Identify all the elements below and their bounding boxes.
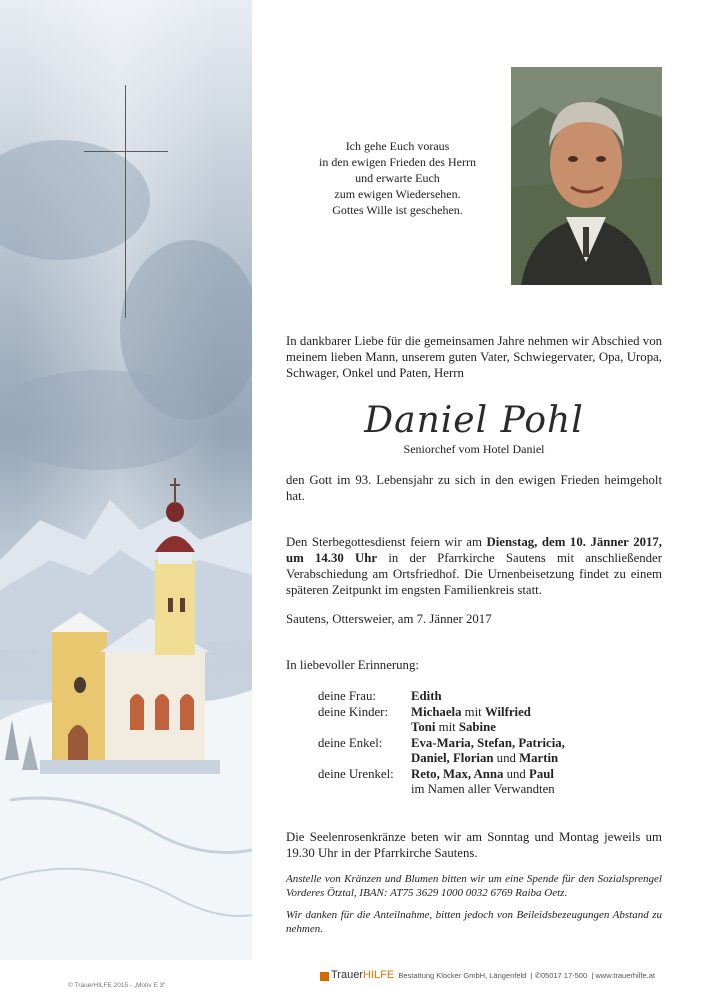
watercolor-church-painting [0, 0, 252, 960]
thanks-note: Wir danken für die Anteilnahme, bitten jedoch von Beileidsbezeugungen Abstand zu nehmen. [286, 909, 662, 935]
donation-note: Anstelle von Kränzen und Blumen bitten wir um eine Spende für den Sozialsprengel Vorderes Ötztal, IBAN: AT75 3629 1000 0032 6769 Raiba Oetz. [286, 873, 662, 899]
family-row-children [318, 705, 565, 721]
family-names: Toni mit Sabine [411, 720, 496, 734]
portrait-photo [511, 67, 662, 285]
family-row-grandchildren-2 [318, 751, 565, 767]
poem [300, 138, 495, 218]
footer-company: Bestattung Klocker GmbH, Längenfeld [398, 971, 527, 980]
family-label: deine Enkel: [318, 735, 383, 750]
footer-web[interactable]: www.trauerhilfe.at [595, 971, 655, 980]
memory-heading: In liebevoller Erinnerung: [286, 658, 419, 672]
footer: TrauerHILFE Bestattung Klocker GmbH, Längenfeld | ✆05017 17-500 | www.trauerhilfe.at [320, 969, 655, 981]
cross-icon [125, 85, 126, 318]
family-names: Reto, Max, Anna und Paul [411, 766, 554, 781]
intro-text: In dankbarer Liebe für die gemeinsamen Jahre nehmen wir Abschied von meinem lieben Mann, unserem guten Vater, Schwiegervater, Opa, Uropa, Schwager, Onkel und Paten, Herrn [286, 334, 662, 380]
poem-line: in den ewigen Frieden des Herrn [319, 155, 476, 169]
family-row-children-2 [318, 720, 565, 736]
family-row-wife [318, 689, 565, 705]
deceased-name: Daniel Pohl [364, 400, 584, 441]
death-text: den Gott im 93. Lebensjahr zu sich in den ewigen Frieden heimgeholt hat. [286, 473, 662, 503]
family-names: Edith [411, 689, 442, 703]
family-row-relatives [318, 782, 565, 798]
poem-line: Ich gehe Euch voraus [345, 139, 450, 153]
service-text-after: in der Pfarrkirche Sautens mit anschließender Verabschiedung am Ortsfriedhof. Die Urnenbeisetzung findet zu einem späteren Zeitpunkt im engsten Familienkreis statt. [286, 551, 662, 597]
poem-line: und erwarte Euch [355, 171, 440, 185]
place-date: Sautens, Ottersweier, am 7. Jänner 2017 [286, 612, 492, 626]
family-list [318, 689, 565, 798]
poem-line: Gottes Wille ist geschehen. [332, 203, 463, 217]
family-names: Eva-Maria, Stefan, Patricia, [411, 735, 565, 750]
phone-icon: ✆ [534, 971, 541, 980]
family-label: deine Urenkel: [318, 766, 394, 781]
cross-icon-crossbar [84, 151, 168, 152]
service-text [286, 534, 662, 598]
footer-phone: 05017 17-500 [540, 971, 588, 980]
family-label: deine Kinder: [318, 704, 389, 719]
service-text-before: Den Sterbegottesdienst feiern wir am [286, 535, 487, 549]
service-date: Dienstag, dem 10. Jänner 2017, um 14.30 Uhr [286, 535, 662, 565]
trauerhilfe-logo-icon [320, 972, 329, 981]
deceased-title: Seniorchef vom Hotel Daniel [403, 442, 545, 456]
copyright-note: © TrauerHILFE 2015 - „Motiv E 3“ [68, 982, 166, 989]
family-row-greatgrandchildren [318, 767, 565, 783]
family-names: Michaela mit Wilfried [411, 704, 531, 719]
family-row-grandchildren [318, 736, 565, 752]
family-relatives: im Namen aller Verwandten [411, 782, 555, 796]
rosary-text: Die Seelenrosenkränze beten wir am Sonntag und Montag jeweils um 19.30 Uhr in der Pfarrkirche Sautens. [286, 830, 662, 860]
footer-brand: TrauerHILFE [331, 969, 395, 981]
family-label: deine Frau: [318, 689, 376, 703]
poem-line: zum ewigen Wiedersehen. [334, 187, 461, 201]
family-names: Daniel, Florian und Martin [411, 751, 559, 765]
